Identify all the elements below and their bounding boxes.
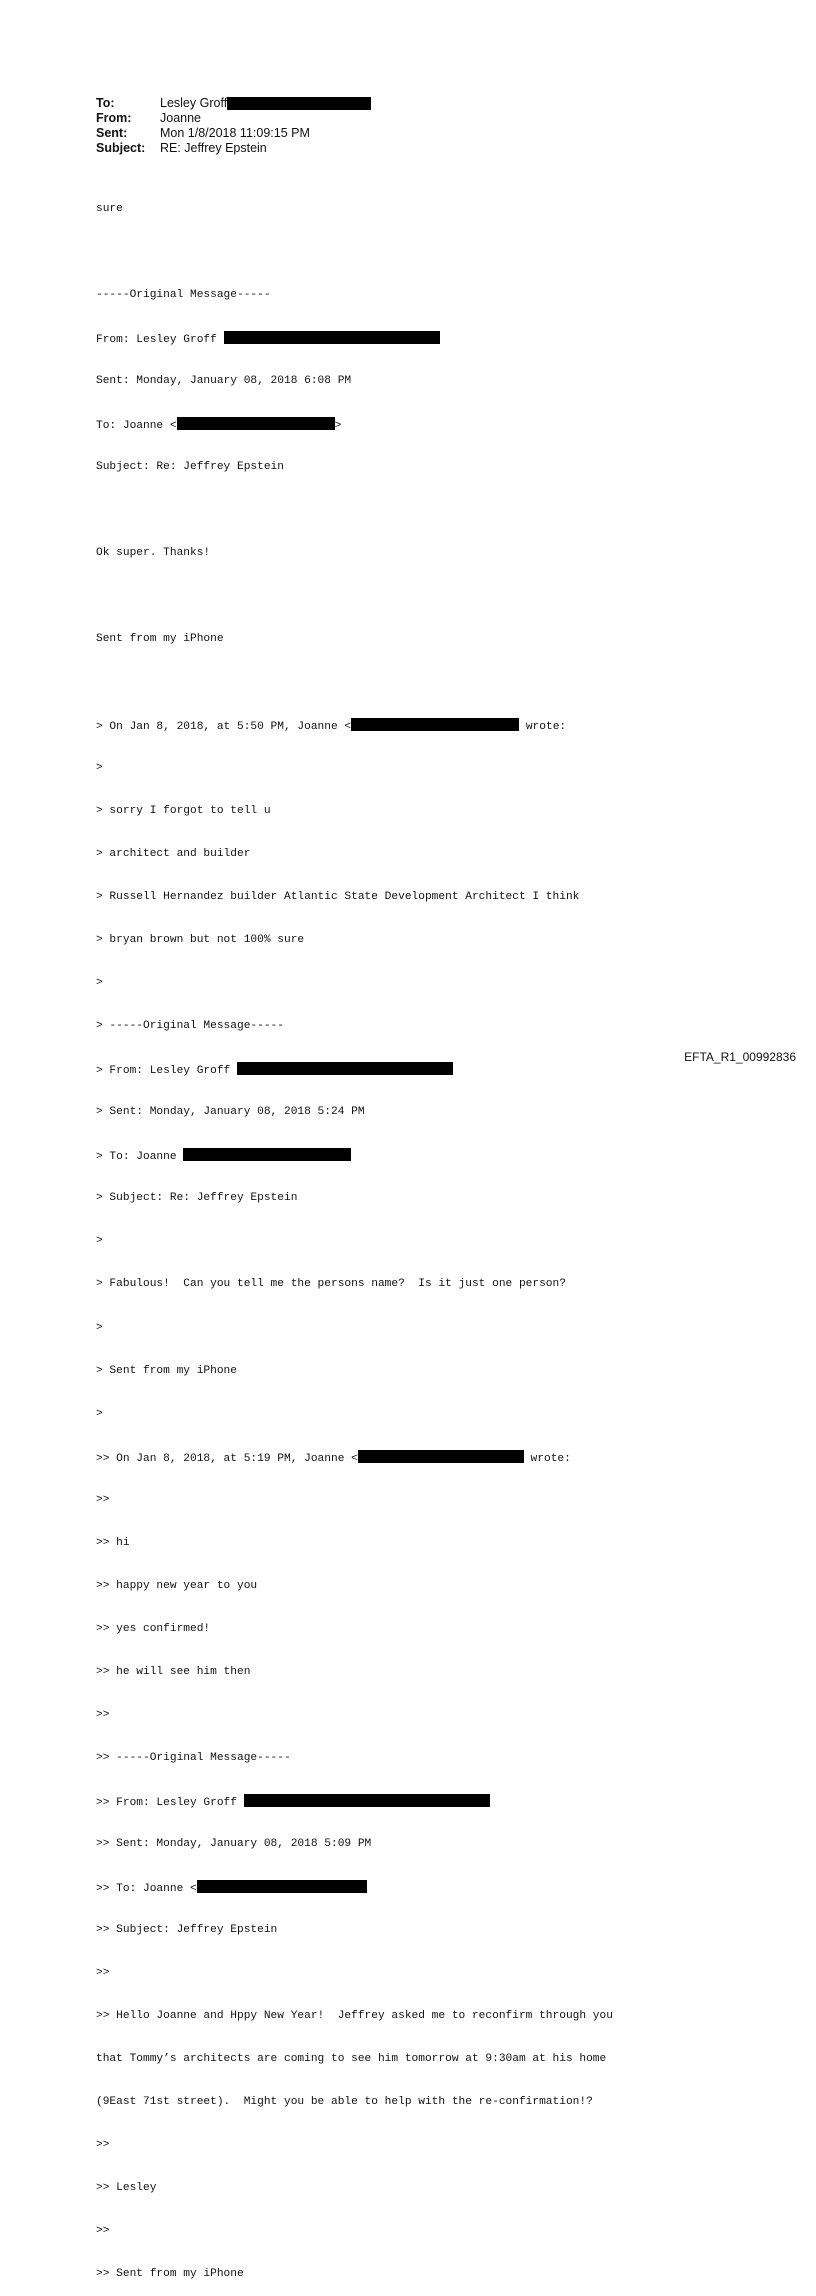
to-line-text: > To: Joanne <box>96 1151 184 1164</box>
to-row <box>96 96 371 111</box>
body-line: > <box>96 1407 103 1420</box>
redaction-block <box>351 718 519 731</box>
body-line <box>96 1148 613 1162</box>
redaction-block <box>183 1148 351 1161</box>
body-line: > Fabulous! Can you tell me the persons name? Is it just one person? <box>96 1278 566 1291</box>
body-line: >> Hello Joanne and Hppy New Year! Jeffrey asked me to reconfirm through you <box>96 2010 613 2022</box>
body-line: >> Sent: Monday, January 08, 2018 5:09 PM <box>96 1837 372 1850</box>
body-line: > Subject: Re: Jeffrey Epstein <box>96 1192 298 1205</box>
body-line: >> yes confirmed! <box>96 1622 211 1635</box>
body-line <box>96 718 613 732</box>
body-line: > <box>96 762 103 775</box>
subject-row <box>96 141 371 156</box>
body-line: (9East 71st street). Might you be able to help with the re-confirmation!? <box>96 2096 593 2109</box>
redaction-block <box>227 97 371 110</box>
to-line-text: To: Joanne < <box>96 419 177 432</box>
body-line <box>96 245 613 259</box>
document-id: EFTA_R1_00992836 <box>684 1050 796 1064</box>
quote-intro-text: > On Jan 8, 2018, at 5:50 PM, Joanne < <box>96 721 352 734</box>
body-line: >> hi <box>96 1536 130 1549</box>
from-label: From: <box>96 111 132 125</box>
body-line <box>96 1062 613 1076</box>
body-line: > <box>96 1235 103 1248</box>
body-line <box>96 1880 613 1894</box>
body-line: > -----Original Message----- <box>96 1020 284 1033</box>
body-line: > <box>96 977 103 990</box>
body-line: that Tommy’s architects are coming to see him tomorrow at 9:30am at his home <box>96 2053 607 2066</box>
body-line: > Russell Hernandez builder Atlantic State Development Architect I think <box>96 891 580 904</box>
body-line: > bryan brown but not 100% sure <box>96 934 305 947</box>
body-line: sure <box>96 202 123 215</box>
body-line: Subject: Re: Jeffrey Epstein <box>96 460 284 473</box>
from-value: Joanne <box>160 111 202 125</box>
redaction-block <box>224 331 440 344</box>
body-line: > Sent: Monday, January 08, 2018 5:24 PM <box>96 1106 365 1119</box>
sent-label: Sent: <box>96 126 128 140</box>
redaction-block <box>197 1880 367 1893</box>
email-header <box>96 96 371 156</box>
body-line: >> <box>96 2225 110 2238</box>
redaction-block <box>177 417 335 430</box>
body-line <box>96 589 613 603</box>
body-line: > Sent from my iPhone <box>96 1364 237 1377</box>
quote-intro-text: >> On Jan 8, 2018, at 5:19 PM, Joanne < <box>96 1452 358 1465</box>
subject-label: Subject: <box>96 141 146 155</box>
to-value: Lesley Groff <box>160 96 228 110</box>
body-line: >> Sent from my iPhone <box>96 2268 244 2281</box>
body-line: >> <box>96 2139 110 2152</box>
from-row <box>96 111 371 126</box>
body-line: Sent from my iPhone <box>96 633 224 645</box>
from-line-text: > From: Lesley Groff <box>96 1065 237 1078</box>
body-line: > architect and builder <box>96 848 251 861</box>
quote-intro-end: wrote: <box>523 1452 571 1465</box>
redaction-block <box>237 1062 453 1075</box>
body-line <box>96 675 613 689</box>
to-line-text: >> To: Joanne < <box>96 1882 197 1895</box>
redaction-block <box>358 1450 524 1463</box>
body-line <box>96 417 613 431</box>
body-line: Ok super. Thanks! <box>96 546 211 559</box>
to-label: To: <box>96 96 115 110</box>
redaction-block <box>244 1794 490 1807</box>
body-line: >> -----Original Message----- <box>96 1751 291 1764</box>
body-line: -----Original Message----- <box>96 288 271 301</box>
body-line: >> <box>96 1493 110 1506</box>
body-line: >> <box>96 1966 110 1979</box>
quote-intro-end: wrote: <box>519 721 567 734</box>
email-body <box>96 173 613 2296</box>
body-line <box>96 503 613 517</box>
subject-value: RE: Jeffrey Epstein <box>160 141 267 155</box>
from-line-text: >> From: Lesley Groff <box>96 1796 244 1809</box>
body-line: > sorry I forgot to tell u <box>96 805 271 818</box>
body-line: >> he will see him then <box>96 1665 251 1678</box>
to-line-end: > <box>334 419 342 432</box>
body-line: >> <box>96 1708 110 1721</box>
body-line: >> Lesley <box>96 2182 157 2195</box>
body-line <box>96 1450 613 1464</box>
body-line: Sent: Monday, January 08, 2018 6:08 PM <box>96 374 352 387</box>
sent-value: Mon 1/8/2018 11:09:15 PM <box>160 126 310 140</box>
body-line: >> Subject: Jeffrey Epstein <box>96 1923 278 1936</box>
sent-row <box>96 126 371 141</box>
body-line <box>96 331 613 345</box>
body-line <box>96 1794 613 1808</box>
body-line: > <box>96 1321 103 1334</box>
body-line: >> happy new year to you <box>96 1579 258 1592</box>
from-line-text: From: Lesley Groff <box>96 333 224 346</box>
